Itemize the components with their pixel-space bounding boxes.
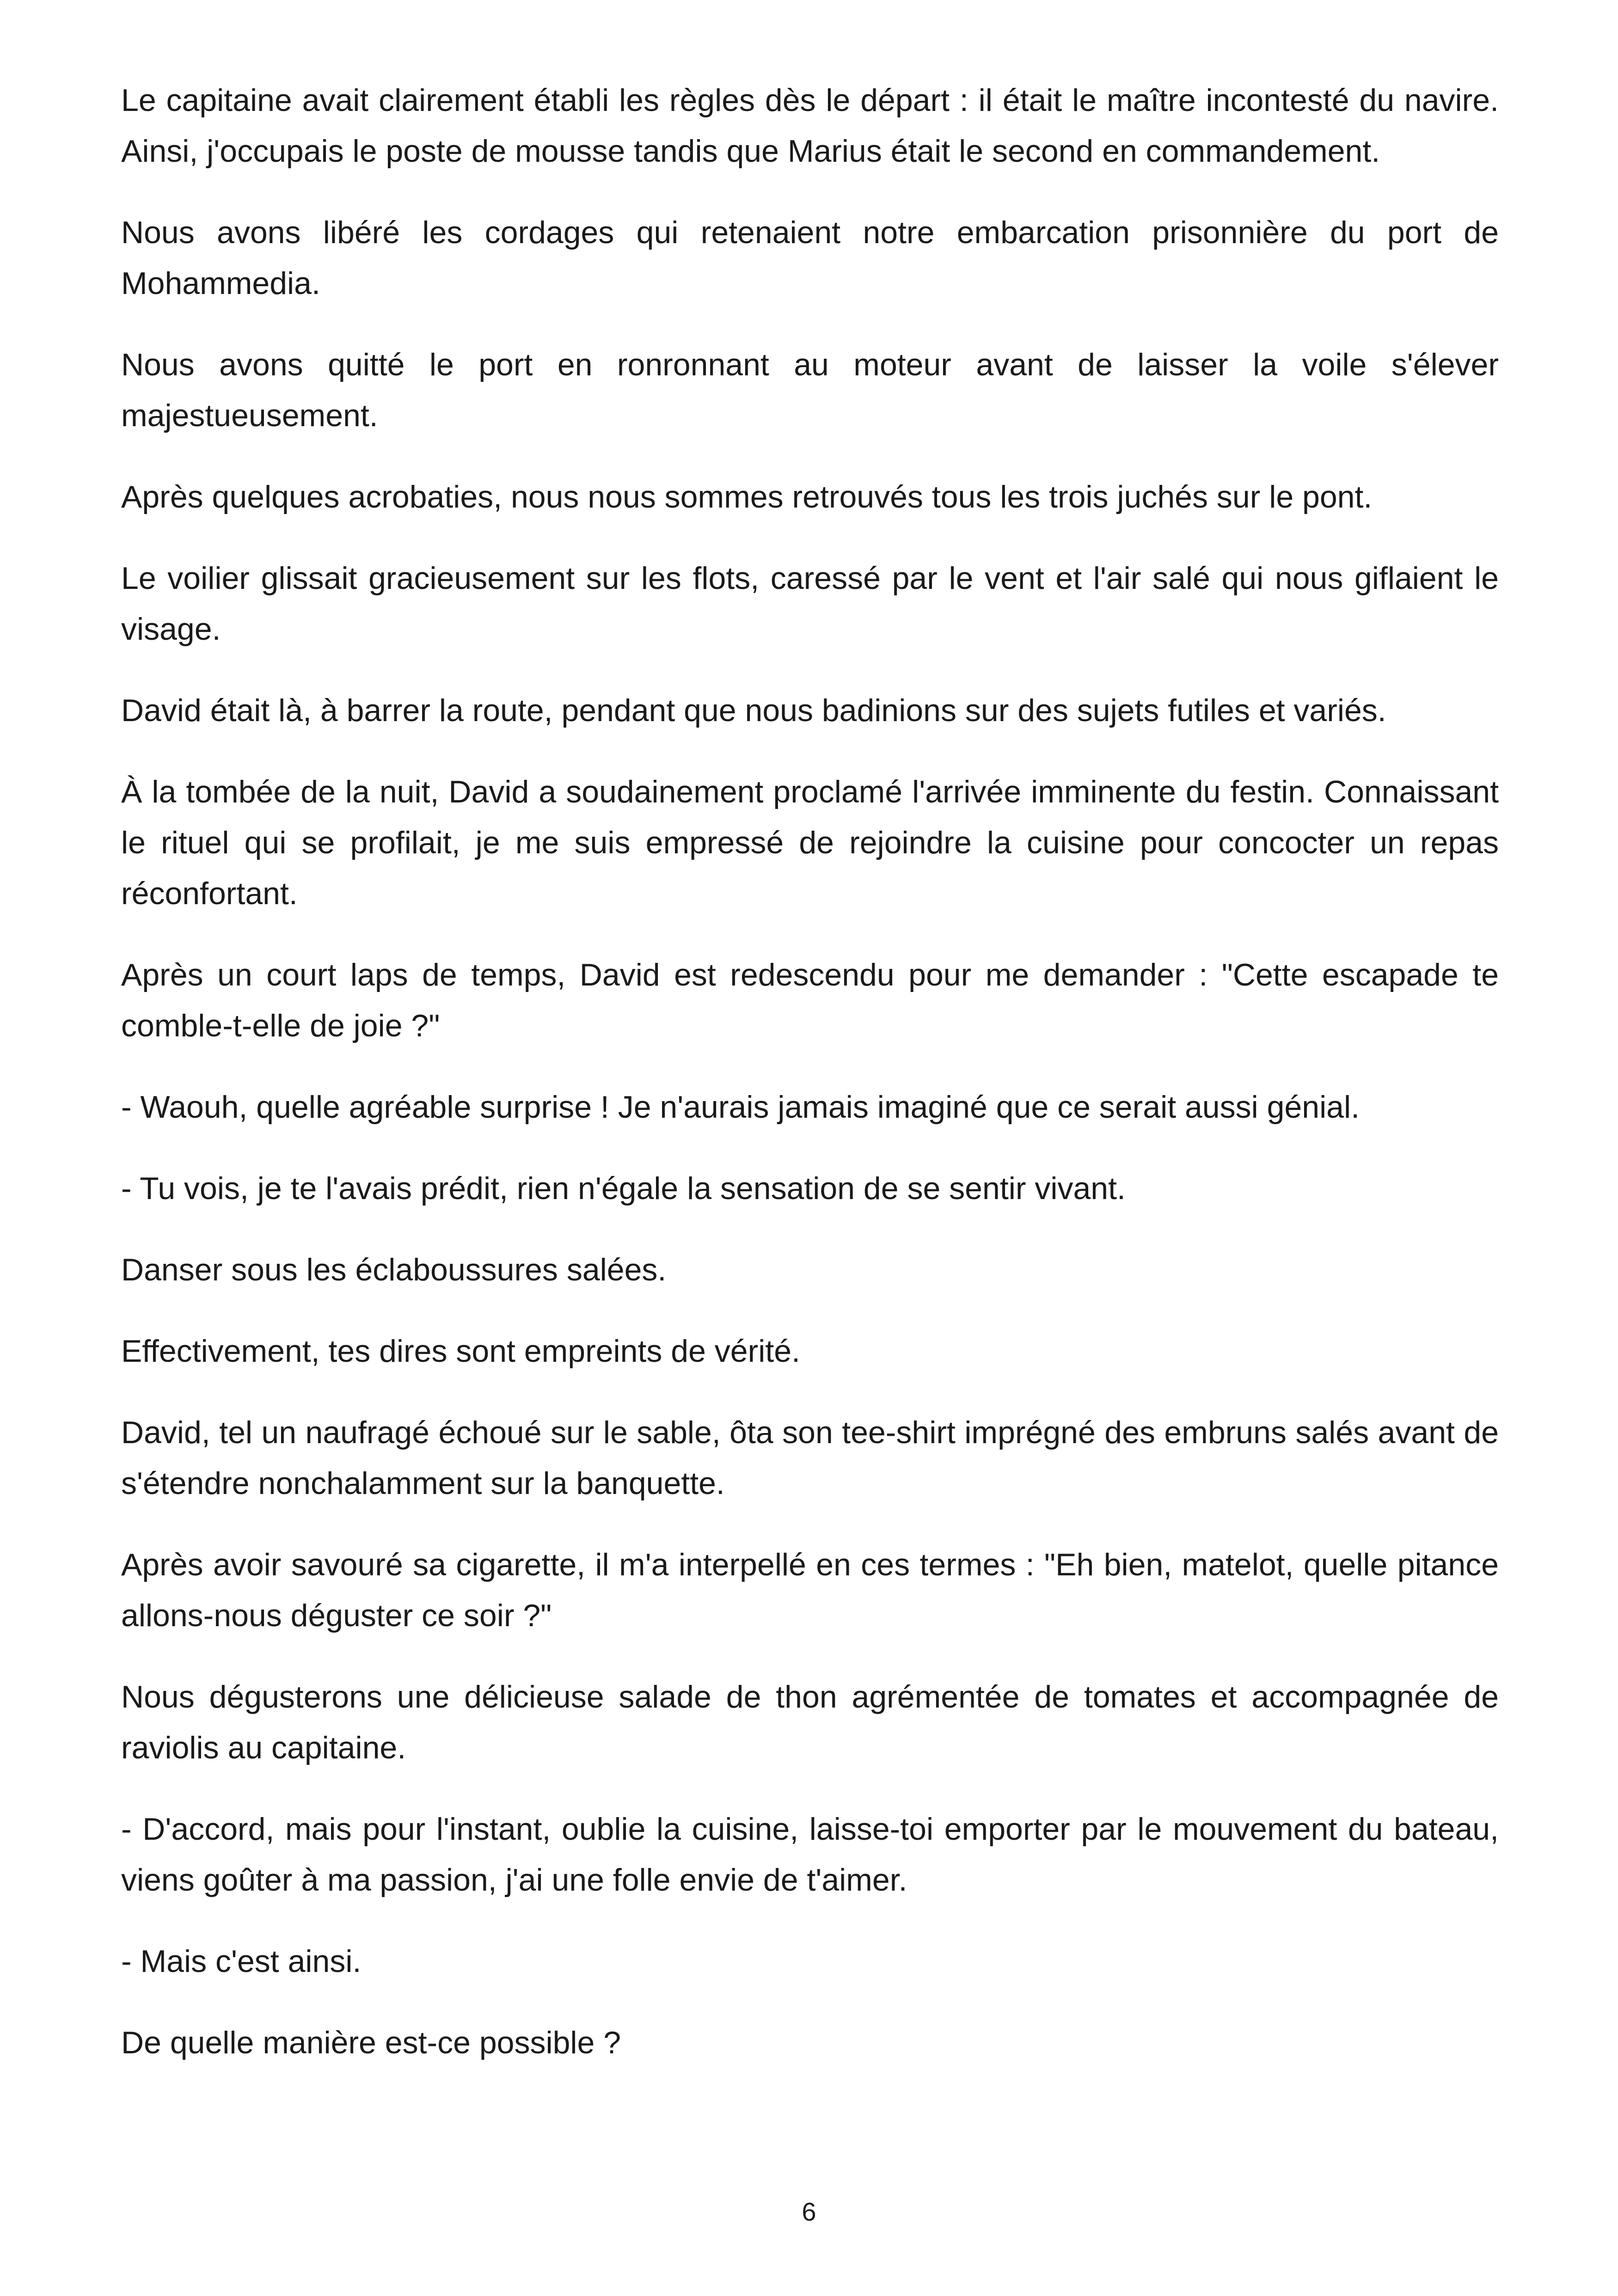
paragraph: Le capitaine avait clairement établi les règles dès le départ : il était le maître incontesté du navire. Ainsi, j'occupais le poste de mousse tandis que Marius était le second en commandement. [121, 83, 1499, 169]
paragraph: - Mais c'est ainsi. [121, 1944, 362, 1979]
paragraph: Après un court laps de temps, David est redescendu pour me demander : "Cette escapade te comble-t-elle de joie ?" [121, 957, 1499, 1043]
page-body [121, 75, 1499, 2099]
paragraph: Le voilier glissait gracieusement sur les flots, caressé par le vent et l'air salé qui nous giflaient le visage. [121, 561, 1499, 647]
paragraph: Effectivement, tes dires sont empreints de vérité. [121, 1334, 800, 1369]
paragraph: - Tu vois, je te l'avais prédit, rien n'égale la sensation de se sentir vivant. [121, 1171, 1126, 1206]
paragraph: Nous avons libéré les cordages qui retenaient notre embarcation prisonnière du port de Mohammedia. [121, 215, 1499, 301]
paragraph: David, tel un naufragé échoué sur le sable, ôta son tee-shirt imprégné des embruns salés avant de s'étendre nonchalamment sur la banquette. [121, 1415, 1499, 1501]
paragraph: De quelle manière est-ce possible ? [121, 2025, 621, 2060]
paragraph: - Waouh, quelle agréable surprise ! Je n'aurais jamais imaginé que ce serait aussi génial. [121, 1090, 1360, 1125]
paragraph: Danser sous les éclaboussures salées. [121, 1252, 667, 1287]
page-number: 6 [802, 2197, 816, 2226]
paragraph: Nous avons quitté le port en ronronnant au moteur avant de laisser la voile s'élever majestueusement. [121, 347, 1499, 433]
paragraph: Après avoir savouré sa cigarette, il m'a interpellé en ces termes : "Eh bien, matelot, quelle pitance allons-nous déguster ce soir ?" [121, 1547, 1499, 1633]
paragraph: Après quelques acrobaties, nous nous sommes retrouvés tous les trois juchés sur le pont. [121, 479, 1373, 514]
paragraph: À la tombée de la nuit, David a soudainement proclamé l'arrivée imminente du festin. Connaissant le rituel qui se profilait, je me suis empressé de rejoindre la cuisine pour concocter un repas réconfortant. [121, 774, 1499, 911]
paragraph: - D'accord, mais pour l'instant, oublie la cuisine, laisse-toi emporter par le mouvement du bateau, viens goûter à ma passion, j'ai une folle envie de t'aimer. [121, 1812, 1499, 1898]
paragraph: Nous dégusterons une délicieuse salade de thon agrémentée de tomates et accompagnée de raviolis au capitaine. [121, 1679, 1499, 1765]
paragraph: David était là, à barrer la route, pendant que nous badinions sur des sujets futiles et variés. [121, 693, 1386, 728]
